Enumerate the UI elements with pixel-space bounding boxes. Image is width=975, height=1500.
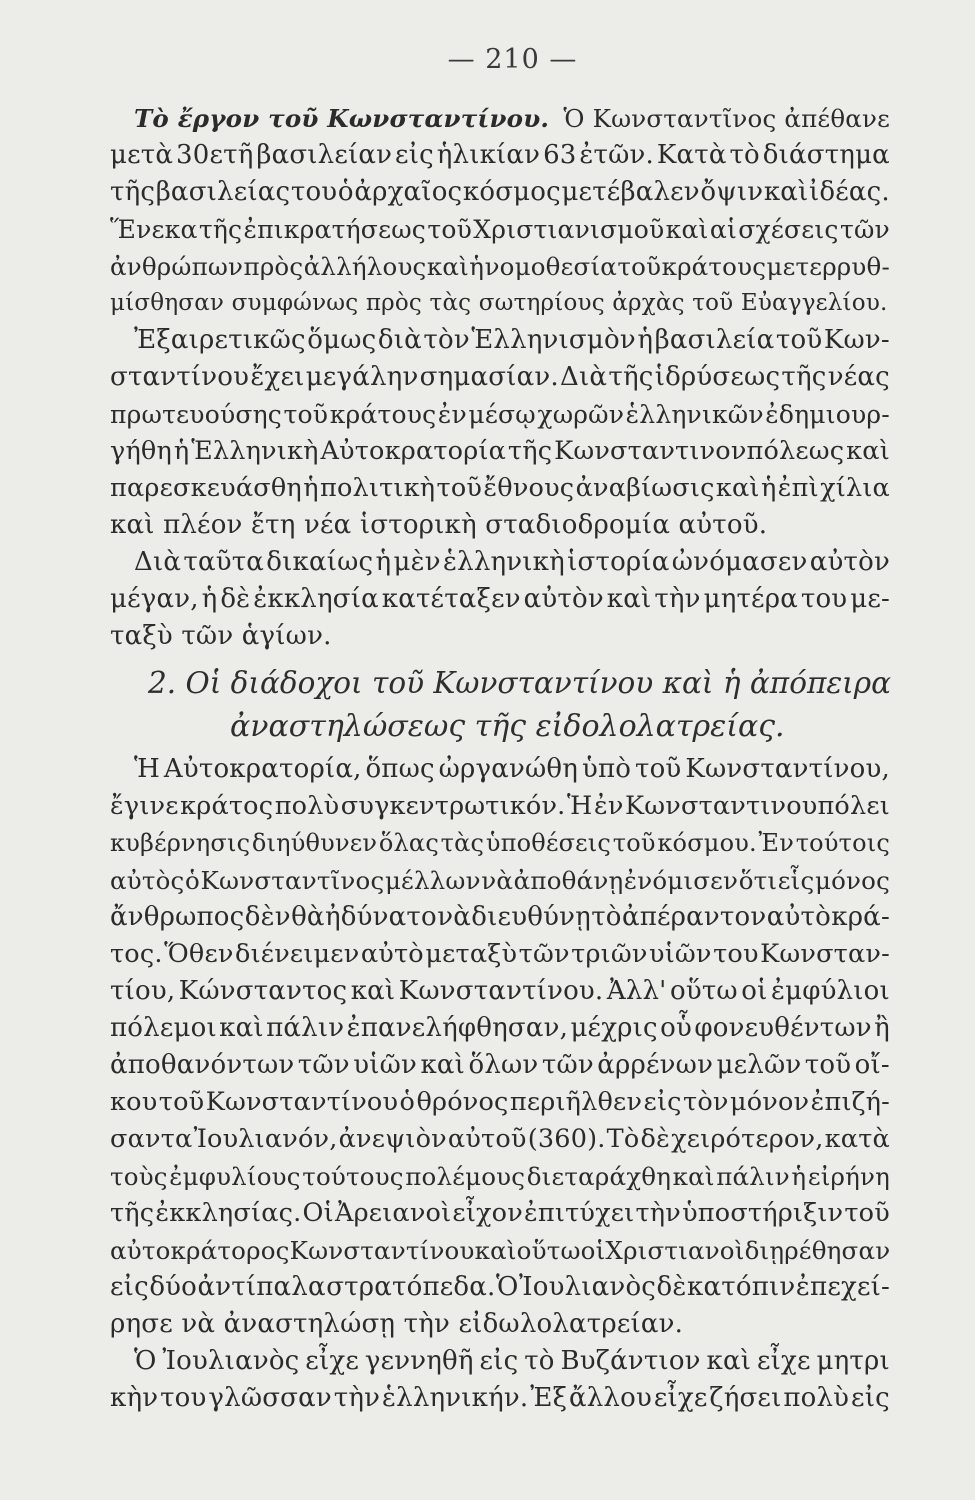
word: Οἱ [302, 1198, 334, 1228]
word: εἶχε [653, 1383, 708, 1413]
word: νομοθεσία [484, 252, 617, 281]
word: μετερρυθ- [766, 252, 890, 281]
word: καὶ [474, 1236, 517, 1265]
word: τῶν [297, 1050, 350, 1080]
word: ἔθνους [483, 473, 575, 503]
word: κατόπιν [687, 1272, 796, 1302]
word: τῶν [839, 215, 890, 244]
word: ἀρρένων [597, 1050, 714, 1080]
word: ἔχει [250, 362, 305, 392]
word: μελῶν [716, 1050, 802, 1080]
word: τῆς [198, 215, 243, 244]
word: καὶ [606, 584, 652, 614]
word: τούτους [302, 1162, 404, 1191]
word: τοῦ [283, 400, 329, 429]
word: τοῦ [158, 1087, 205, 1117]
word: μετέβαλεν [561, 177, 700, 207]
text-line [110, 470, 890, 507]
word: ὁ [337, 177, 354, 207]
word: μεταξὺ [425, 939, 518, 969]
word: τοῦ [436, 473, 483, 503]
word: εἰς [110, 1272, 149, 1302]
text-line [110, 581, 890, 618]
word: διευθύνῃ [471, 902, 591, 932]
word: Ἀρειανοὶ [334, 1198, 452, 1228]
word: τούτοις [795, 829, 890, 857]
text-line [110, 211, 890, 248]
text-line [110, 1010, 890, 1047]
word: περιῆλθεν [509, 1087, 643, 1117]
word: οἴ- [854, 1050, 890, 1080]
word: τὸν [423, 325, 470, 355]
word: ἡ [173, 436, 190, 466]
word: αὐτὸν [809, 547, 890, 577]
word: ἀλλήλους [303, 252, 427, 281]
word: μέσῳ [468, 400, 536, 429]
word: πολέμους [405, 1162, 526, 1191]
word: βασιλεία [654, 325, 775, 355]
word: αἱ [709, 215, 737, 244]
word: νὰ [481, 866, 514, 895]
word: ἐκκλησίας. [155, 1198, 302, 1228]
word: ἐμφυλίους [169, 1162, 301, 1191]
word: καὶ [706, 1346, 752, 1376]
word: γλῶσσαν [208, 1383, 332, 1413]
word: Ὅθεν [164, 939, 234, 969]
word: Ἰουλιανὸς [519, 1272, 657, 1302]
word: ἐπικρατήσεως [243, 215, 427, 244]
word: ὅλων [468, 1050, 539, 1080]
word: τὴν [333, 1383, 381, 1413]
word: ἡ [637, 325, 654, 355]
word: τῶν [518, 939, 570, 969]
word: ἑλληνικήν. [381, 1383, 529, 1413]
word: Ἀλλ' [606, 976, 667, 1006]
page-content [110, 100, 890, 1417]
word: Ὁ [495, 1272, 519, 1302]
word: τὴν [635, 1198, 681, 1228]
word: αὐτὸς [110, 866, 185, 895]
text-line: μίσθησαν συμφώνως πρὸς τὰς σωτηρίους ἀρχὰς τοῦ Εὐαγγελίου. [110, 290, 888, 316]
word: κράτους [329, 400, 437, 429]
word: πόλεμοι [110, 1013, 217, 1043]
word: εἶχε [305, 1346, 359, 1376]
word: υἱῶν [353, 1050, 418, 1080]
word: ἄνθρωπος [110, 902, 245, 932]
word: ἐπὶ [777, 473, 819, 503]
word: ὁ [399, 1087, 416, 1117]
word: αὐτοκράτορος [110, 1236, 290, 1265]
text-line [110, 1195, 890, 1232]
word: Κωνσταντῖνος [200, 866, 385, 895]
word: κόσμος [462, 177, 561, 207]
text-line [110, 862, 890, 899]
word: κόσμου. [657, 829, 757, 857]
word: συγκεντρωτικόν. [340, 791, 566, 821]
word: Κώνσταντος [178, 976, 348, 1006]
word: ἔγινε [110, 791, 179, 821]
word: του [290, 177, 338, 207]
word: Διὰ [134, 547, 182, 577]
word: ἀντίπαλα [197, 1272, 326, 1302]
word: καὶ [665, 215, 709, 244]
word: αὐτὸ [766, 902, 831, 932]
word: ἰδέας. [809, 177, 890, 207]
word: τὸ [729, 140, 760, 170]
word: καὶ [420, 1050, 466, 1080]
word: πάλιν [266, 1013, 345, 1043]
word: οὕτω [669, 976, 738, 1006]
text-line [110, 248, 890, 285]
word: τοὺς [110, 1162, 168, 1191]
text-line [110, 433, 890, 470]
word: ἢ [874, 1013, 890, 1043]
word: ἀνθρώπων [110, 252, 244, 281]
word: εἰς [395, 140, 434, 170]
text-line [110, 1343, 890, 1380]
word: νὰ [437, 902, 471, 932]
text-line [110, 825, 890, 862]
word: μέχρις [570, 1013, 658, 1043]
word: πρὸς [243, 252, 304, 281]
text-line: ταξὺ τῶν ἁγίων. [110, 621, 332, 651]
text-line [110, 1047, 890, 1084]
word: εἰς [643, 1087, 682, 1117]
word: Ἡ [566, 791, 593, 821]
word: τίου, [110, 976, 176, 1006]
word: μέλλων [384, 866, 481, 895]
word: ἑλληνικὴ [443, 547, 565, 577]
word: σαντα [110, 1124, 193, 1154]
text-line [110, 100, 890, 137]
word: οἱ [741, 976, 768, 1006]
word: μητέρα [703, 584, 798, 614]
word: ἡ [760, 473, 777, 503]
text-line [110, 936, 890, 973]
word: αὐτὸν [523, 584, 604, 614]
word: ἀπέραντον [621, 902, 767, 932]
word: ἠδύνατο [325, 902, 437, 932]
word: κράτος [180, 791, 274, 821]
word: τοῦ [844, 1198, 890, 1228]
word: μετὰ [110, 140, 174, 170]
word: δὲ [220, 584, 251, 614]
word: οἱ [580, 1236, 606, 1265]
word: ἐμφύλιοι [770, 976, 890, 1006]
text-line [110, 396, 890, 433]
word: διῃρέθησαν [744, 1236, 891, 1265]
word: φονευθέντων [694, 1013, 872, 1043]
word: κρά- [831, 902, 890, 932]
word: τοῦ [427, 215, 472, 244]
word: οὕτω [516, 1236, 581, 1265]
word: νέας [827, 362, 890, 392]
paragraph-lead-heading: Τὸ ἔργον τοῦ Κωνσταντίνου. [134, 104, 550, 133]
word: κατέταξεν [381, 584, 521, 614]
word: ὑποθέσεις [485, 829, 612, 857]
word: ἡλικίαν [436, 140, 541, 170]
word: χειρότερον, [671, 1124, 824, 1154]
word: εἶχον [452, 1198, 523, 1228]
word: ὠνόμασεν [671, 547, 808, 577]
word: Ἐξ [530, 1383, 568, 1413]
word: διηύθυνεν [251, 829, 378, 857]
word: ὁ [185, 866, 200, 895]
word: τοῦ [617, 252, 662, 281]
word: ἱστορία [567, 547, 670, 577]
word: πρωτευούσης [110, 400, 282, 429]
word: ἡ [303, 473, 319, 503]
word: Κωνσταντινονπόλεως [554, 436, 845, 466]
word: Ἰουλιανόν, [193, 1124, 338, 1154]
word: πολὺ [783, 1383, 850, 1413]
word: καὶ [846, 436, 890, 466]
word: μητρι [816, 1346, 890, 1376]
word: σημασίαν. [419, 362, 559, 392]
word: Χριστιανοὶ [605, 1236, 745, 1265]
word: καὶ [763, 177, 809, 207]
word: Κωνσταντίνου. [398, 976, 604, 1006]
word: σχέσεις [738, 215, 839, 244]
word: καὶ [426, 252, 469, 281]
text-line: καὶ πλέον ἔτη νέα ἱστορικὴ σταδιοδρομία αὐτοῦ. [110, 510, 768, 540]
word: Ἐν [758, 829, 795, 857]
word: 30ετῆ [175, 140, 254, 170]
text-line [110, 322, 890, 359]
word: κυβέρνησις [110, 829, 251, 857]
word: ἡ [469, 252, 485, 281]
word: Κατὰ [656, 140, 727, 170]
text-line [110, 1084, 890, 1121]
word: τοῦ [635, 754, 682, 784]
word: ἐδημιουρ- [765, 400, 890, 429]
word: τοῦ [612, 829, 656, 857]
text-line: ρησε νὰ ἀναστηλώσῃ τὴν εἰδωλολατρείαν. [110, 1309, 684, 1339]
word: εἷς [777, 866, 815, 895]
word: ἀποθάνῃ [513, 866, 624, 895]
word: διεταράχθη [526, 1162, 672, 1191]
word: ἐκκλησία [253, 584, 379, 614]
word: στρατόπεδα. [326, 1272, 496, 1302]
word: ἡ [791, 1162, 807, 1191]
word: Ὁ [134, 1346, 157, 1376]
word: θὰ [291, 902, 325, 932]
text-line [110, 174, 890, 211]
word: χωρῶν [537, 400, 625, 429]
word: τος. [110, 939, 163, 969]
word: Ἕνεκα [110, 215, 198, 244]
word: τῆς [110, 1198, 155, 1228]
word: γεννηθῆ [364, 1346, 474, 1376]
word: πάλιν [716, 1162, 790, 1191]
word: ὅμως [307, 325, 377, 355]
text-line [110, 1380, 890, 1417]
word: κου [110, 1087, 158, 1117]
word: Ἑλληνικὴ [191, 436, 319, 466]
word: Κωνσταντίνου [289, 1236, 475, 1265]
word: μὲν [393, 547, 441, 577]
word: διένειμεν [235, 939, 360, 969]
word: Χριστιανισμοῦ [473, 215, 665, 244]
word: ἑλληνικῶν [625, 400, 764, 429]
word: Αὐτοκρατορία, [163, 754, 362, 784]
word: ὅπως [365, 754, 435, 784]
word: ἐτῶν. [579, 140, 655, 170]
word: γήθη [110, 436, 172, 466]
text-line [110, 1269, 890, 1306]
word: Κωνσταντίνου, [685, 754, 890, 784]
word: δὲ [640, 1124, 670, 1154]
word: ἐν [593, 791, 624, 821]
word: μέγαν, [110, 584, 199, 614]
word: τῆς [608, 362, 654, 392]
word: Διὰ [560, 362, 608, 392]
word: τὸν [683, 1087, 729, 1117]
word: τῆς [781, 362, 827, 392]
word: τὸ [524, 1346, 555, 1376]
word: τῆς [110, 177, 156, 207]
word: σταντίνου [110, 362, 250, 392]
word: ἐπεχεί- [795, 1272, 890, 1302]
word: καὶ [715, 473, 760, 503]
word: εἰς [479, 1346, 519, 1376]
word: δὲ [656, 1272, 687, 1302]
word: κράτους [661, 252, 767, 281]
text-line [110, 899, 890, 936]
word: ὅτι [738, 866, 778, 895]
word: αὐτοῦ [447, 1124, 527, 1154]
text-line [110, 1121, 890, 1158]
word: Ἐξαιρετικῶς [134, 325, 306, 355]
word: εἶχε [756, 1346, 811, 1376]
word: οὗ [660, 1013, 692, 1043]
word: ἐνόμισεν [623, 866, 739, 895]
word: του [160, 1383, 207, 1413]
word: υἱῶν [649, 939, 712, 969]
word: διάστημα [762, 140, 890, 170]
word: ἐπανελήφθησαν, [346, 1013, 569, 1043]
word: ἄλλου [569, 1383, 652, 1413]
text-line [110, 359, 890, 396]
text-line [110, 137, 890, 174]
word: Ἑλληνισμὸν [471, 325, 636, 355]
word: καὶ [350, 976, 396, 1006]
word: βασιλείαν [256, 140, 393, 170]
word: ζήσει [709, 1383, 782, 1413]
word: ὄψιν [700, 177, 764, 207]
word: Κωνσταντινουπόλει [625, 791, 890, 821]
text-line [110, 1158, 890, 1195]
word: Ἰουλιανὸς [162, 1346, 300, 1376]
text-line [110, 751, 890, 788]
text-line [110, 973, 890, 1010]
word: ὑπὸ [581, 754, 632, 784]
word: του [800, 584, 848, 614]
word: τὰς [440, 829, 485, 857]
word: θρόνος [416, 1087, 509, 1117]
word: τοῦ [775, 325, 823, 355]
word: δὲν [244, 902, 291, 932]
word: ἐν [437, 400, 467, 429]
word: μόνος [814, 866, 890, 895]
word: ἡ [375, 547, 392, 577]
word: βασιλείας [155, 177, 291, 207]
word: Κων- [823, 325, 890, 355]
word: ἱδρύσεως [654, 362, 781, 392]
word: τὸ [591, 902, 622, 932]
word: διὰ [377, 325, 422, 355]
section-title-line-1: 2. Οἱ διάδοχοι τοῦ Κωνσταντίνου καὶ ἡ ἀπόπειρα [148, 666, 892, 700]
word: Κωνσταντίνου [205, 1087, 399, 1117]
word: χίλια [820, 473, 890, 503]
word: ἀποθανόντων [110, 1050, 295, 1080]
word: δικαίως [266, 547, 374, 577]
text-line [110, 788, 890, 825]
word: μόνον [729, 1087, 810, 1117]
word: κὴν [110, 1383, 159, 1413]
section-title-line-2: ἀναστηλώσεως τῆς εἰδολολατρείας. [230, 709, 785, 744]
word: τοῦ [804, 1050, 852, 1080]
page-number: — 210 — [447, 44, 578, 75]
word: αὐτὸ [360, 939, 424, 969]
word: τριῶν [571, 939, 648, 969]
word: καὶ [672, 1162, 715, 1191]
word: εἰρήνη [807, 1162, 890, 1191]
word: ὑποστήριξιν [682, 1198, 844, 1228]
word: Κωνσταν- [760, 939, 890, 969]
word: καὶ [219, 1013, 264, 1043]
word: κατὰ [824, 1124, 890, 1154]
word: εἰς [851, 1383, 890, 1413]
word: ταῦτα [183, 547, 265, 577]
word: μεγάλην [305, 362, 419, 392]
text-line-rest: Ὁ Κωνσταντῖνος ἀπέθανε [563, 104, 890, 133]
word: Βυζάντιον [560, 1346, 701, 1376]
word: τῶν [541, 1050, 594, 1080]
word: παρεσκευάσθη [110, 473, 302, 503]
text-line [110, 544, 890, 581]
word: τὴν [654, 584, 701, 614]
word: ὅλας [378, 829, 439, 857]
word: πολὺ [274, 791, 340, 821]
word: Τὸ [606, 1124, 640, 1154]
word: με- [850, 584, 890, 614]
word: ἀρχαῖος [354, 177, 463, 207]
word: Αὐτοκρατορία [320, 436, 507, 466]
word: πολιτικὴ [320, 473, 436, 503]
word: Ἡ [134, 754, 160, 784]
word: του [713, 939, 759, 969]
word: ἐπιζή- [810, 1087, 890, 1117]
word: δύο [149, 1272, 198, 1302]
word: τῆς [507, 436, 553, 466]
word: ἡ [201, 584, 218, 614]
word: ὠργανώθη [438, 754, 579, 784]
word: 63 [543, 140, 577, 170]
text-line [110, 1232, 890, 1269]
word: (360). [527, 1124, 606, 1154]
word: ἐπιτύχει [524, 1198, 635, 1228]
word: ἀναβίωσις [575, 473, 715, 503]
word: ἀνεψιὸν [338, 1124, 447, 1154]
